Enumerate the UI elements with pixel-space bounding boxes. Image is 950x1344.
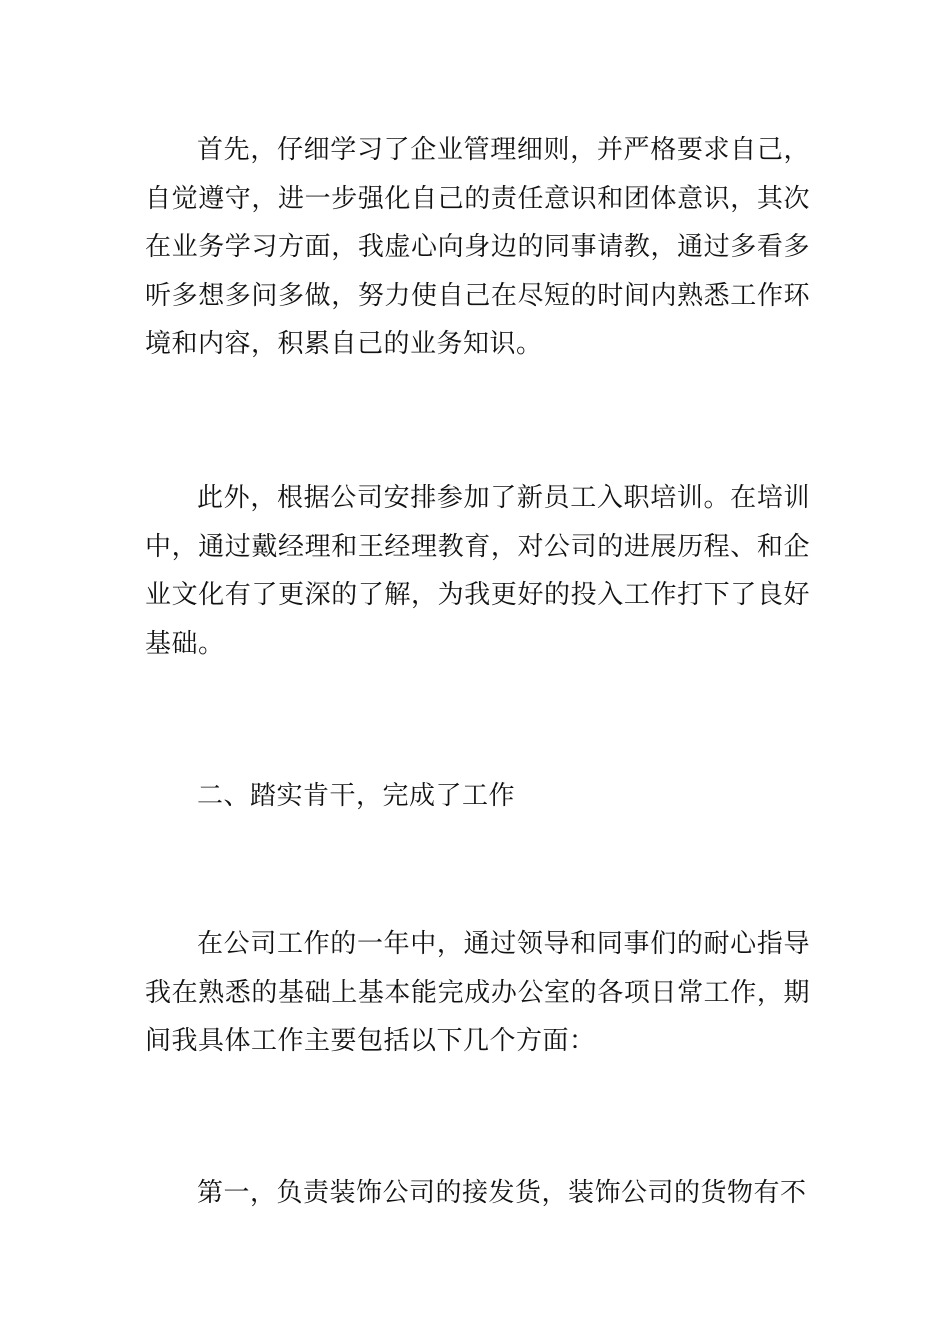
paragraph-intro-learning: 首先，仔细学习了企业管理细则，并严格要求自己，自觉遵守，进一步强化自己的责任意识和团体意识，其次在业务学习方面，我虚心向身边的同事请教，通过多看多听多想多问多做，努力使自己在尽短的时间内熟悉工作环境和内容，积累自己的业务知识。: [145, 135, 810, 359]
paragraph-work-overview: 在公司工作的一年中，通过领导和同事们的耐心指导我在熟悉的基础上基本能完成办公室的各项日常工作，期间我具体工作主要包括以下几个方面：: [145, 929, 810, 1056]
paragraph-first-item: 第一，负责装饰公司的接发货，装饰公司的货物有不: [197, 1178, 807, 1208]
section-heading: 二、踏实肯干，完成了工作: [197, 781, 516, 811]
paragraph-training: 此外，根据公司安排参加了新员工入职培训。在培训中，通过戴经理和王经理教育，对公司的进展历程、和企业文化有了更深的了解，为我更好的投入工作打下了良好基础。: [145, 483, 810, 659]
